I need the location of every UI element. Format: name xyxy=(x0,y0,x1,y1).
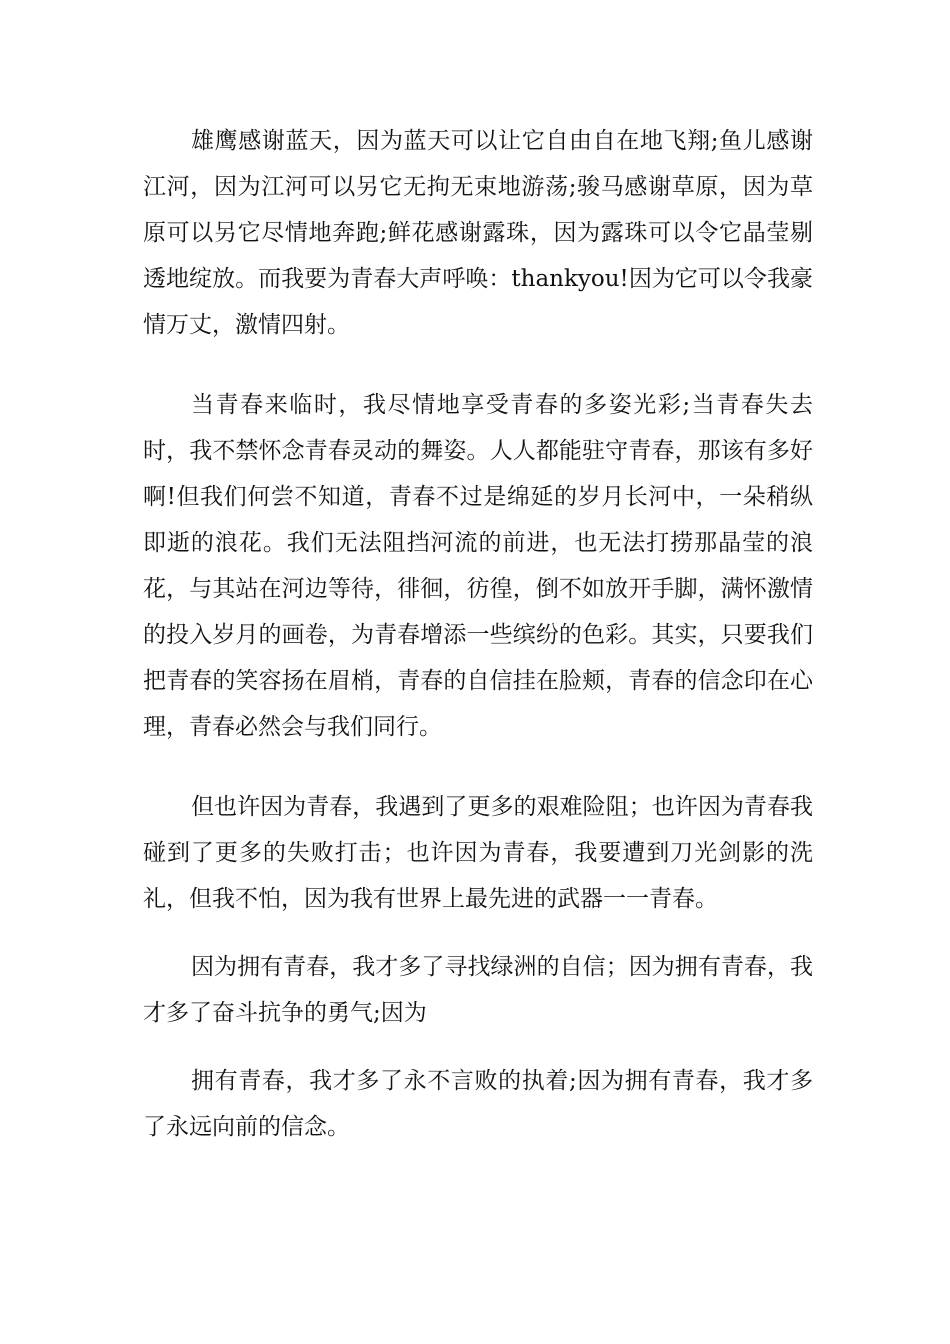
paragraph-3: 但也许因为青春，我遇到了更多的艰难险阻；也许因为青春我碰到了更多的失败打击；也许因为青春，我要遭到刀光剑影的洗礼，但我不怕，因为我有世界上最先进的武器一一青春。 xyxy=(143,794,813,912)
paragraph-4: 因为拥有青春，我才多了寻找绿洲的自信；因为拥有青春，我才多了奋斗抗争的勇气;因为 xyxy=(143,954,813,1026)
paragraph-2: 当青春来临时，我尽情地享受青春的多姿光彩;当青春失去时，我不禁怀念青春灵动的舞姿。人人都能驻守青春，那该有多好啊!但我们何尝不知道，青春不过是绵延的岁月长河中，一朵稍纵即逝的浪花。我们无法阻挡河流的前进，也无法打捞那晶莹的浪花，与其站在河边等待，徘徊，彷徨，倒不如放开手脚，满怀激情的投入岁月的画卷，为青春增添一些缤纷的色彩。其实，只要我们把青春的笑容扬在眉梢，青春的自信挂在脸颊，青春的信念印在心理，青春必然会与我们同行。 xyxy=(143,392,813,740)
document-page xyxy=(143,118,813,1150)
paragraph-spacer xyxy=(143,750,813,784)
paragraph-spacer xyxy=(143,348,813,382)
paragraph-5: 拥有青春，我才多了永不言败的执着;因为拥有青春，我才多了永远向前的信念。 xyxy=(143,1068,813,1140)
paragraph-spacer xyxy=(143,1036,813,1058)
paragraph-1: 雄鹰感谢蓝天，因为蓝天可以让它自由自在地飞翔;鱼儿感谢江河，因为江河可以另它无拘无束地游荡;骏马感谢草原，因为草原可以另它尽情地奔跑;鲜花感谢露珠，因为露珠可以令它晶莹剔透地绽放。而我要为青春大声呼唤：thankyou!因为它可以令我豪情万丈，激情四射。 xyxy=(143,128,813,338)
paragraph-spacer xyxy=(143,922,813,944)
